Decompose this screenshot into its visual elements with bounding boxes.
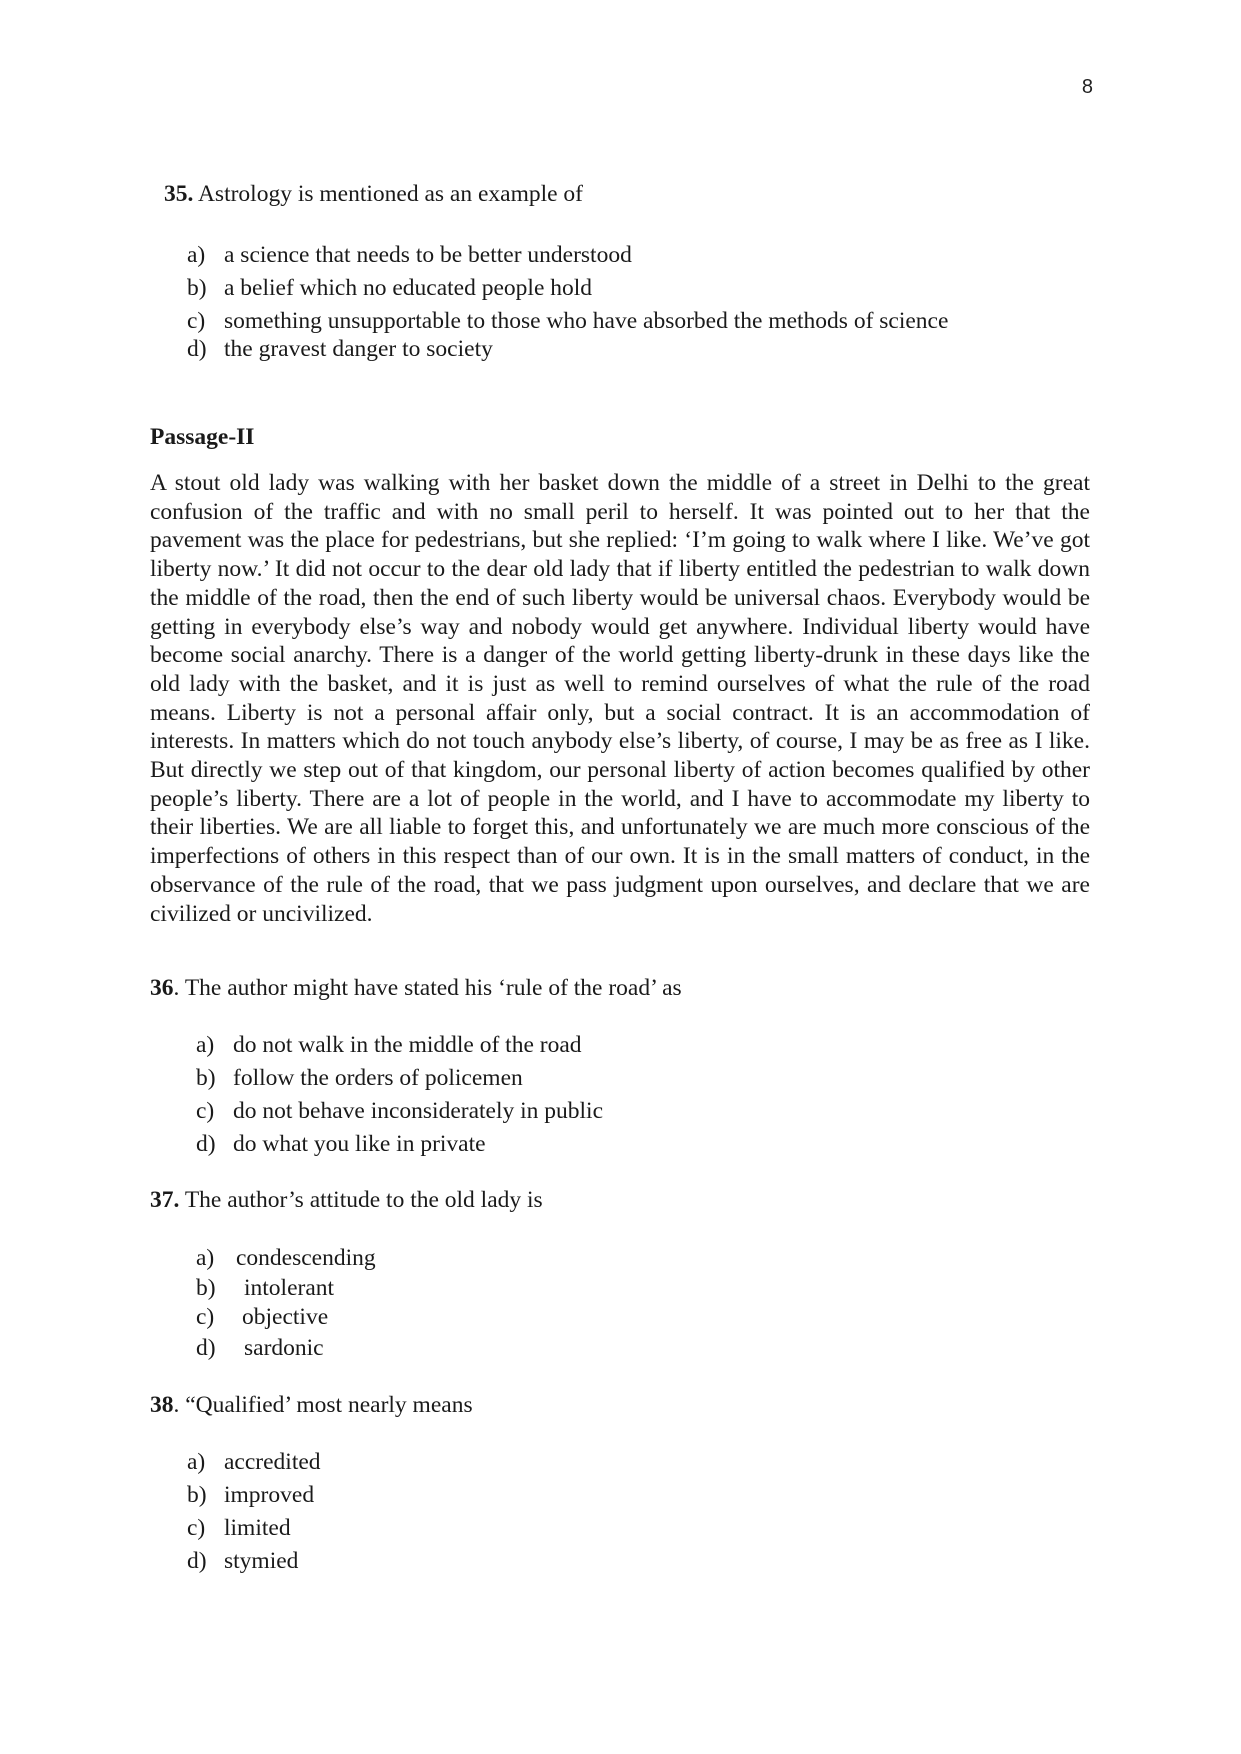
question-35-option-d [187, 336, 493, 363]
question-37-option-d [196, 1335, 324, 1362]
question-36-number: 36 [150, 975, 174, 1001]
option-text: a belief which no educated people hold [224, 275, 593, 301]
option-letter: b) [196, 1065, 216, 1091]
question-38-option-b [187, 1482, 314, 1509]
question-35-text: Astrology is mentioned as an example of [193, 181, 584, 207]
option-text: do not walk in the middle of the road [233, 1032, 582, 1058]
question-35-option-c [187, 308, 948, 335]
option-letter: a) [187, 242, 206, 268]
option-text: limited [224, 1515, 291, 1541]
option-text: a science that needs to be better understood [224, 242, 632, 268]
option-letter: d) [196, 1335, 216, 1361]
question-37-stem [150, 1187, 543, 1214]
question-38-option-d [187, 1548, 298, 1575]
question-37-option-b [196, 1275, 334, 1302]
option-letter: d) [187, 336, 207, 362]
question-38-option-c [187, 1515, 291, 1542]
option-letter: a) [187, 1449, 206, 1475]
question-37-text: The author’s attitude to the old lady is [179, 1187, 543, 1213]
question-37-option-a [196, 1245, 376, 1272]
option-text: accredited [224, 1449, 321, 1475]
question-36-option-b [196, 1065, 523, 1092]
passage-body: A stout old lady was walking with her basket down the middle of a street in Delhi to the great confusion of the traffic and with no small peril to herself. It was pointed out to her that the pavement was the place for pedestrians, but she replied: ‘I’m going to walk where I like. We’ve got liberty now.’ It did not occur to the dear old lady that if liberty entitled the pedestrian to walk down the middle of the road, then the end of such liberty would be universal chaos. Everybody would be getting in everybody else’s way and nobody would get anywhere. Individual liberty would have become social anarchy. There is a danger of the world getting liberty-drunk in these days like the old lady with the basket, and it is just as well to remind ourselves of what the rule of the road means. Liberty is not a personal affair only, but a social contract. It is an accommodation of interests. In matters which do not touch anybody else’s liberty, of course, I may be as free as I like. But directly we step out of that kingdom, our personal liberty of action becomes qualified by other people’s liberty. There are a lot of people in the world, and I have to accommodate my liberty to their liberties. We are all liable to forget this, and unfortunately we are much more conscious of the imperfections of others in this respect than of our own. It is in the small matters of conduct, in the observance of the rule of the road, that we pass judgment upon ourselves, and declare that we are civilized or uncivilized. [150, 470, 1090, 927]
option-text: the gravest danger to society [224, 336, 493, 362]
question-38-number: 38 [150, 1392, 174, 1418]
option-letter: c) [196, 1304, 215, 1330]
option-text: do what you like in private [233, 1131, 486, 1157]
option-text: objective [242, 1304, 329, 1330]
option-letter: b) [187, 275, 207, 301]
option-letter: c) [187, 308, 206, 334]
option-letter: c) [196, 1098, 215, 1124]
option-text: follow the orders of policemen [233, 1065, 523, 1091]
option-text: something unsupportable to those who have absorbed the methods of science [224, 308, 949, 334]
question-37-option-c [196, 1304, 328, 1331]
question-36-option-d [196, 1131, 486, 1158]
question-36-stem [150, 975, 682, 1002]
question-38-stem [150, 1392, 473, 1419]
option-letter: a) [196, 1245, 215, 1271]
question-38-text: . “Qualified’ most nearly means [173, 1392, 473, 1418]
question-35-number: 35. [164, 181, 194, 207]
question-35-option-b [187, 275, 592, 302]
option-text: stymied [224, 1548, 299, 1574]
option-letter: b) [196, 1275, 216, 1301]
question-36-text: . The author might have stated his ‘rule of the road’ as [173, 975, 682, 1001]
option-text: do not behave inconsiderately in public [233, 1098, 604, 1124]
option-text: condescending [236, 1245, 376, 1271]
option-letter: c) [187, 1515, 206, 1541]
option-letter: d) [187, 1548, 207, 1574]
option-letter: a) [196, 1032, 215, 1058]
option-text: intolerant [244, 1275, 335, 1301]
passage-heading: Passage-II [150, 424, 255, 450]
question-37-number: 37. [150, 1187, 180, 1213]
option-letter: d) [196, 1131, 216, 1157]
question-36-option-a [196, 1032, 582, 1059]
page-number: 8 [1081, 76, 1093, 98]
option-letter: b) [187, 1482, 207, 1508]
question-38-option-a [187, 1449, 321, 1476]
option-text: sardonic [244, 1335, 324, 1361]
question-35-stem [164, 181, 583, 208]
question-36-option-c [196, 1098, 603, 1125]
option-text: improved [224, 1482, 315, 1508]
question-35-option-a [187, 242, 632, 269]
